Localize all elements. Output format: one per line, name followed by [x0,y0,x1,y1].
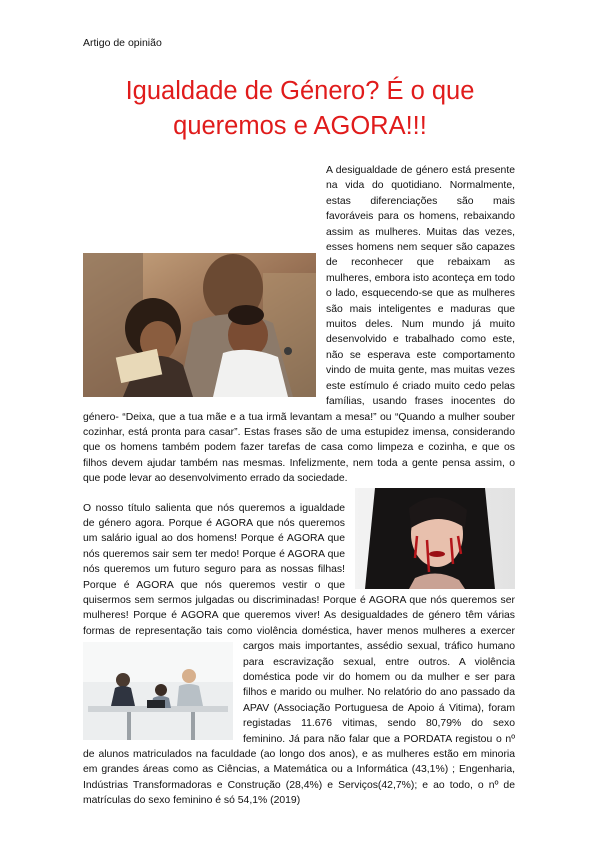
page-title [70,74,530,144]
office-photo [83,642,233,740]
paragraph-1: A desigualdade de género está presente na vida do quotidiano. Normalmente, estas diferenciações são mais favoráveis para os homens, rebaixando assim as mulheres. Muitas das vezes, esses homens nem sequer são capazes de reconhecer que rebaixam as mulheres, embora isto aconteça em todo o lado, esquecendo-se que as mulheres são mais inteligentes e maduras que muitos deles. Num mundo já muito desenvolvido e trabalhado como este, não se esperava este comportamento vindo de muita gente, mas muitas vezes este estímulo é criado muito cedo pelas famílias, usando frases inocentes do género- “Deixa, que a tua mãe e a tua irmã levantam a mesa!” ou “Quando a mulher souber cozinhar, está pronta para casar”. Estas frases são de uma estupidez imensa, considerando que os homens também podem fazer tarefas de casa como limpeza e cozinha, e que os filhos devem ajudar também nas mesmas. Infelizmente, nem toda a gente pensa assim, o que pode levar ao desenvolvimento errado da sociedade. [83,165,515,485]
header-label: Artigo de opinião [83,37,162,49]
paragraph-2-rest: mulheres a exercer cargos mais importantes, assédio sexual, tráfico humano para escravização sexual, entre outros. A violência doméstica pode vir do homem ou da mulher e ser para filhos e marido ou mulher. No relatório do ano passado da APAV (Associação Portuguesa de Apoio á Vitima), foram registadas 11.676 vitimas, sendo 80,79% do sexo feminino. Já para não falar que a PORDATA registou o nº de alunos matriculados na faculdade (ao longo dos anos), e as mulheres estão em minoria em grandes áreas como as Ciências, a Matemática ou a Informática (43,1%) ; Engenharia, Indústrias Transformadoras e Construção (28,4%) e Serviços(42,7%); e ao todo, o nº de matrículas do sexo feminino é só 54,1% (2019) [83,625,516,807]
title-line-1: Igualdade de Género? É o que [125,77,475,105]
article-body [83,163,515,809]
family-photo [83,253,316,397]
paragraph-2-start: O nosso título salienta que nós queremos a igualdade de género agora. Porque é AGORA que nós queremos um salário igual ao dos homens! Porque é AGORA que nós queremos sair sem ter medo! Porque é AGORA que nós queremos um futuro seguro para as nossas filhas! Porque é AGORA que nós queremos vestir o que quisermos sem sermos julgadas ou discriminadas! Porque é AGORA que nós queremos ser mulheres! Porque é AGORA que queremos viver! As desigualdades de género têm várias formas de representação tais como violência doméstica, haver menos [83,502,515,637]
title-line-2: queremos e AGORA!!! [173,112,427,140]
woman-photo [355,488,515,589]
